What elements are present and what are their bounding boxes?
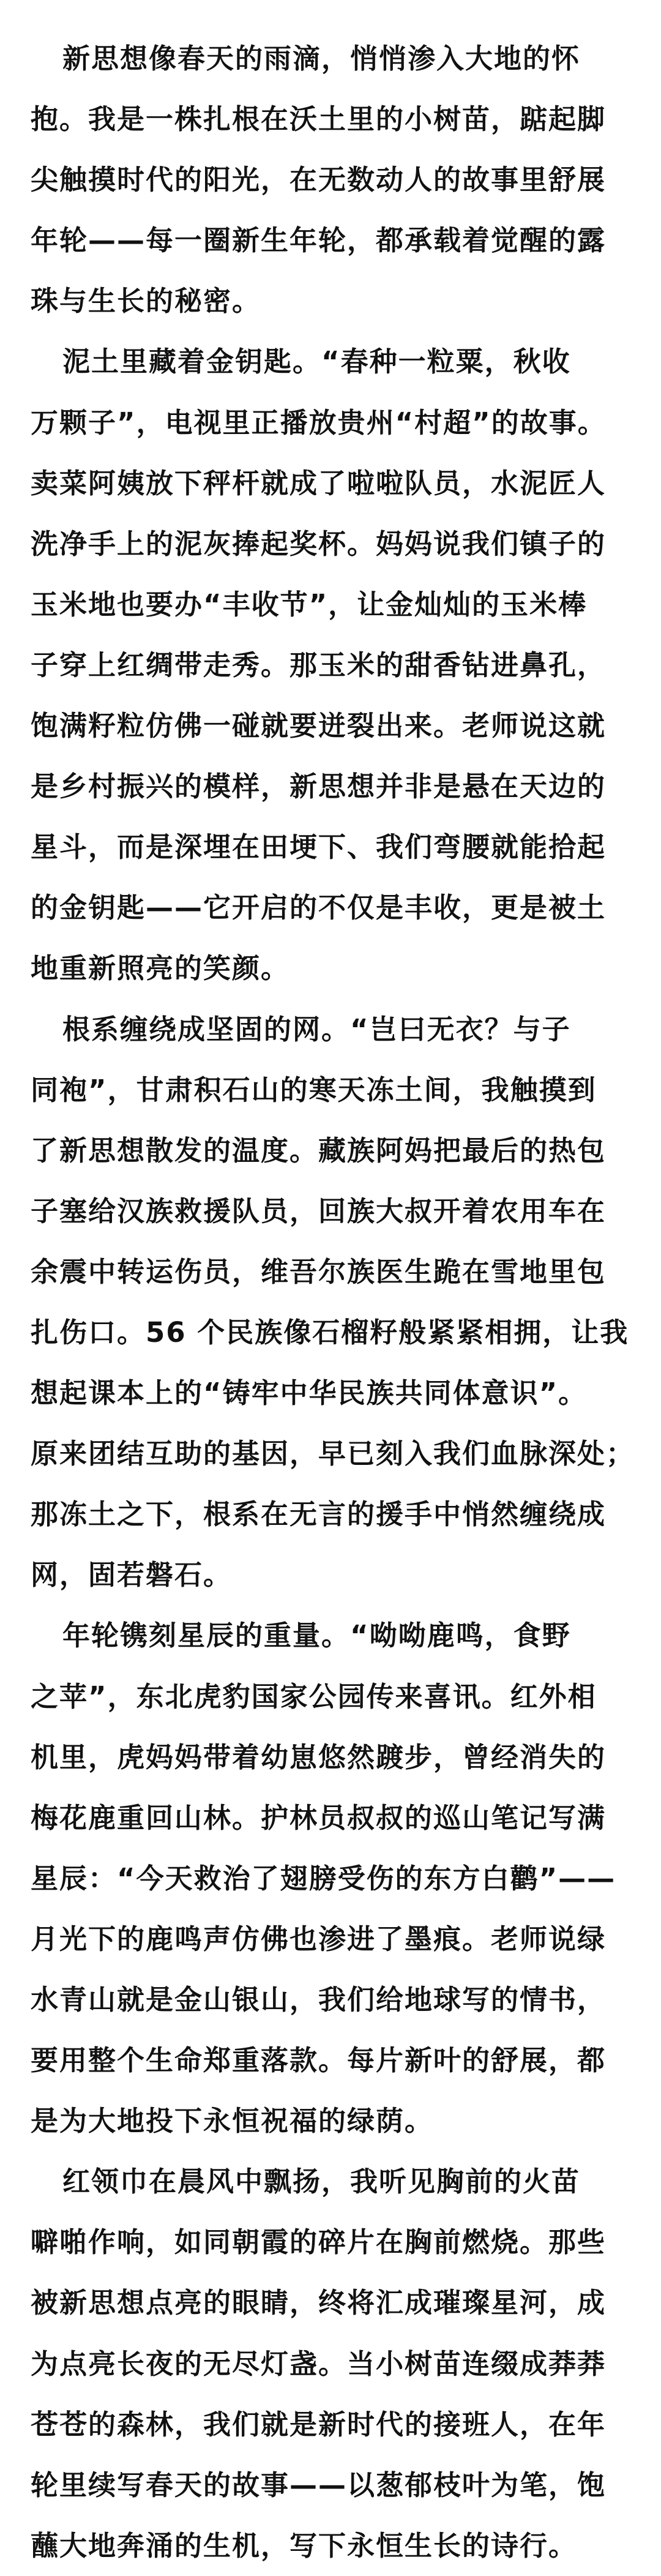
text-line: 泥土里藏着金钥匙。“春种一粒粟，秋收 (62, 345, 571, 378)
text-line: 网，固若磐石。 (31, 1559, 233, 1592)
text-line: 根系缠绕成坚固的网。“岂曰无衣？与子 (62, 1013, 571, 1046)
text-line: 水青山就是金山银山，我们给地球写的情书， (31, 1983, 607, 2016)
text-line: 尖触摸时代的阳光，在无数动人的故事里舒展 (31, 163, 607, 197)
text-line: 余震中转运伤员，维吾尔族医生跪在雪地里包 (31, 1255, 607, 1288)
text-line: 同袍”，甘肃积石山的寒天冻土间，我触摸到 (31, 1073, 597, 1106)
text-line: 之苹”，东北虎豹国家公园传来喜讯。红外相 (31, 1680, 597, 1713)
text-line: 红领巾在晨风中飘扬，我听见胸前的火苗 (62, 2165, 581, 2198)
essay-text (31, 28, 637, 2576)
text-line: 万颗子”，电视里正播放贵州“村超”的故事。 (31, 406, 607, 439)
text-line: 是为大地投下永恒祝福的绿荫。 (31, 2105, 434, 2138)
text-line: 梅花鹿重回山林。护林员叔叔的巡山笔记写满 (31, 1801, 607, 1834)
text-line: 抱。我是一株扎根在沃土里的小树苗，踮起脚 (31, 103, 607, 136)
text-line: 星斗，而是深埋在田埂下、我们弯腰就能拾起 (31, 831, 607, 864)
text-line: 轮里续写春天的故事——以葱郁枝叶为笔，饱 (31, 2468, 607, 2501)
text-line: 月光下的鹿鸣声仿佛也渗进了墨痕。老师说绿 (31, 1922, 607, 1955)
text-line: 是乡村振兴的模样，新思想并非是悬在天边的 (31, 770, 607, 803)
text-line: 被新思想点亮的眼睛，终将汇成璀璨星河，成 (31, 2286, 607, 2320)
text-line: 扎伤口。56 个民族像石榴籽般紧紧相拥，让我 (31, 1316, 629, 1349)
text-line: 子穿上红绸带走秀。那玉米的甜香钻进鼻孔， (31, 648, 607, 681)
text-line: 蘸大地奔涌的生机，写下永恒生长的诗行。 (31, 2529, 578, 2562)
text-line: 了新思想散发的温度。藏族阿妈把最后的热包 (31, 1134, 607, 1167)
text-line: 噼啪作响，如同朝霞的碎片在胸前燃烧。那些 (31, 2226, 607, 2259)
text-line: 要用整个生命郑重落款。每片新叶的舒展，都 (31, 2044, 607, 2077)
text-line: 地重新照亮的笑颜。 (31, 952, 290, 985)
text-line: 的金钥匙——它开启的不仅是丰收，更是被土 (31, 891, 607, 924)
text-line: 饱满籽粒仿佛一碰就要迸裂出来。老师说这就 (31, 710, 607, 743)
text-line: 新思想像春天的雨滴，悄悄渗入大地的怀 (62, 42, 581, 75)
text-line: 那冻土之下，根系在无言的援手中悄然缠绕成 (31, 1498, 607, 1531)
text-line: 洗净手上的泥灰捧起奖杯。妈妈说我们镇子的 (31, 527, 607, 560)
text-line: 子塞给汉族救援队员，回族大叔开着农用车在 (31, 1194, 607, 1227)
text-line: 年轮镌刻星辰的重量。“呦呦鹿鸣，食野 (62, 1619, 571, 1652)
text-line: 星辰：“今天救治了翅膀受伤的东方白鹳”—— (31, 1862, 616, 1895)
text-line: 玉米地也要办“丰收节”，让金灿灿的玉米棒 (31, 588, 588, 621)
text-line: 卖菜阿姨放下秤杆就成了啦啦队员，水泥匠人 (31, 466, 607, 500)
text-line: 机里，虎妈妈带着幼崽悠然踱步，曾经消失的 (31, 1740, 607, 1773)
text-line: 为点亮长夜的无尽灯盏。当小树苗连缀成莽莽 (31, 2347, 607, 2380)
text-line: 年轮——每一圈新生年轮，都承载着觉醒的露 (31, 224, 607, 257)
text-line: 想起课本上的“铸牢中华民族共同体意识”。 (31, 1377, 588, 1410)
text-line: 原来团结互助的基因，早已刻入我们血脉深处； (31, 1437, 635, 1470)
text-line: 苍苍的森林，我们就是新时代的接班人，在年 (31, 2408, 607, 2441)
text-line: 珠与生长的秘密。 (31, 285, 261, 318)
